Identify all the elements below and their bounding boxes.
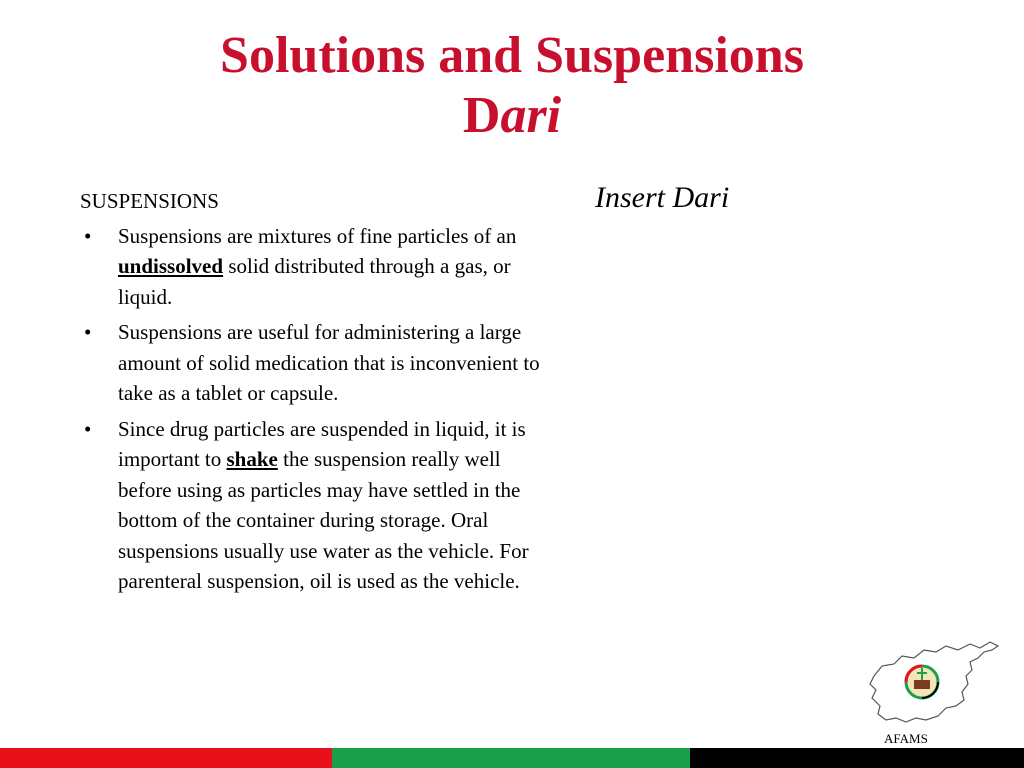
- bullet-text-before: Since drug particles are suspended in liquid, it is important to: [118, 416, 526, 471]
- emphasis-word: undissolved: [118, 254, 224, 278]
- bullet-text: [118, 224, 516, 309]
- title-line-2: [0, 86, 1024, 146]
- bullet-text-after: solid distributed through a gas, or liquid.: [118, 254, 511, 309]
- flag-bar-red: [0, 748, 332, 768]
- bullet-item: [80, 317, 550, 409]
- title-line-2-upright: D: [462, 87, 501, 144]
- dari-placeholder: Insert Dari: [595, 181, 730, 214]
- flag-bar-green: [332, 748, 690, 768]
- flag-bar-black: [690, 748, 1024, 768]
- afghanistan-map-seal-icon: [866, 636, 1002, 728]
- bullet-item: [80, 414, 550, 597]
- slide-title: [0, 26, 1024, 146]
- bullet-dot: •: [84, 223, 92, 248]
- bullet-text-after: the suspension really well before using as particles may have settled in the bottom of the container during storage. Oral suspensions usually use water as the vehicle. For parenteral suspension, oil is used as the vehicle.: [118, 447, 529, 593]
- afams-label: AFAMS: [884, 731, 928, 746]
- bullet-text: Suspensions are useful for administering a large amount of solid medication that is inconvenient to take as a tablet or capsule.: [118, 320, 540, 405]
- bullet-dot: •: [84, 416, 92, 441]
- bullet-text-before: Suspensions are mixtures of fine particles of an: [118, 223, 517, 248]
- bullet-dot: •: [84, 320, 92, 344]
- title-line-1: Solutions and Suspensions: [220, 27, 804, 84]
- bullet-list: [80, 221, 550, 597]
- section-heading: SUSPENSIONS: [80, 189, 219, 213]
- bullet-text: [118, 417, 529, 594]
- left-content-column: [80, 186, 550, 602]
- flag-color-bar: [0, 748, 1024, 768]
- emphasis-word: shake: [226, 447, 278, 471]
- bullet-item: [80, 221, 550, 313]
- title-line-2-italic: ari: [500, 87, 562, 144]
